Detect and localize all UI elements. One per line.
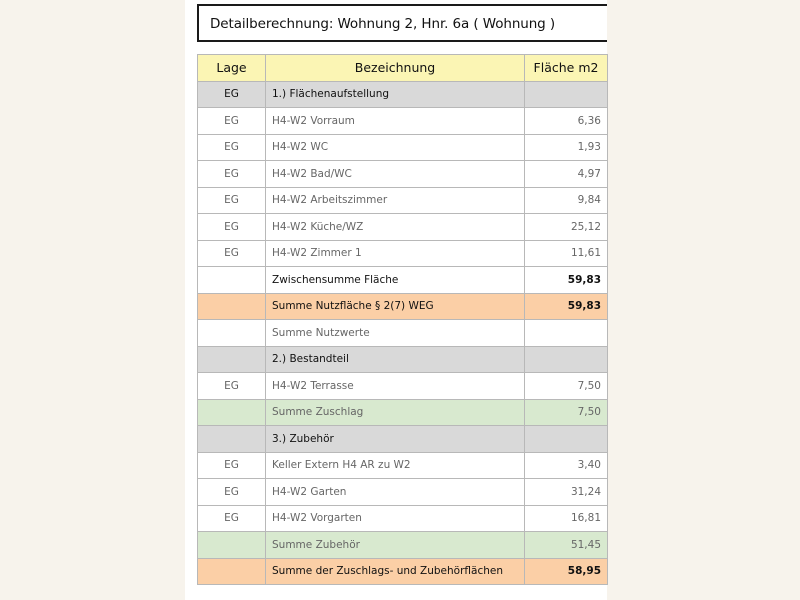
- table-row: [198, 108, 608, 135]
- cell-flaeche: [525, 81, 608, 108]
- cell-flaeche: 58,95: [525, 558, 608, 585]
- table-row: [198, 373, 608, 400]
- cell-lage: [198, 532, 266, 559]
- cell-bezeichnung: H4-W2 Küche/WZ: [266, 214, 525, 241]
- table-row: [198, 161, 608, 188]
- cell-flaeche: 59,83: [525, 293, 608, 320]
- cell-lage: [198, 267, 266, 294]
- cell-lage: EG: [198, 108, 266, 135]
- header-bezeichnung: Bezeichnung: [266, 55, 525, 82]
- table-row: [198, 452, 608, 479]
- cell-flaeche: 16,81: [525, 505, 608, 532]
- table-row-zwischensumme: [198, 267, 608, 294]
- cell-flaeche: 6,36: [525, 108, 608, 135]
- table-row-summe-nutzflaeche: [198, 293, 608, 320]
- table-header-row: [198, 55, 608, 82]
- cell-lage: EG: [198, 452, 266, 479]
- table-row: [198, 479, 608, 506]
- cell-bezeichnung: H4-W2 Zimmer 1: [266, 240, 525, 267]
- cell-bezeichnung: 1.) Flächenaufstellung: [266, 81, 525, 108]
- table-row-summe-zuschlags-zubehoer: [198, 558, 608, 585]
- cell-flaeche: [525, 346, 608, 373]
- cell-bezeichnung: Summe der Zuschlags- und Zubehörflächen: [266, 558, 525, 585]
- cell-bezeichnung: Summe Zubehör: [266, 532, 525, 559]
- cell-flaeche: 25,12: [525, 214, 608, 241]
- cell-flaeche: 11,61: [525, 240, 608, 267]
- cell-flaeche: 9,84: [525, 187, 608, 214]
- cell-bezeichnung: H4-W2 Bad/WC: [266, 161, 525, 188]
- cell-flaeche: 31,24: [525, 479, 608, 506]
- table-row: [198, 240, 608, 267]
- table-row-summe-nutzwerte: [198, 320, 608, 347]
- cell-lage: EG: [198, 479, 266, 506]
- cell-bezeichnung: H4-W2 Garten: [266, 479, 525, 506]
- cell-flaeche: 3,40: [525, 452, 608, 479]
- cell-bezeichnung: Zwischensumme Fläche: [266, 267, 525, 294]
- cell-bezeichnung: H4-W2 Vorraum: [266, 108, 525, 135]
- cell-flaeche: [525, 320, 608, 347]
- cell-lage: EG: [198, 161, 266, 188]
- cell-flaeche: 7,50: [525, 399, 608, 426]
- cell-flaeche: [525, 426, 608, 453]
- cell-lage: [198, 320, 266, 347]
- cell-bezeichnung: H4-W2 Arbeitszimmer: [266, 187, 525, 214]
- cell-lage: [198, 399, 266, 426]
- header-flaeche: Fläche m2: [525, 55, 608, 82]
- header-lage: Lage: [198, 55, 266, 82]
- table-row-section-flaechenaufstellung: [198, 81, 608, 108]
- cell-bezeichnung: Summe Zuschlag: [266, 399, 525, 426]
- cell-flaeche: 1,93: [525, 134, 608, 161]
- cell-bezeichnung: Summe Nutzwerte: [266, 320, 525, 347]
- cell-bezeichnung: Summe Nutzfläche § 2(7) WEG: [266, 293, 525, 320]
- cell-lage: EG: [198, 505, 266, 532]
- cell-flaeche: 4,97: [525, 161, 608, 188]
- area-table: [197, 54, 608, 585]
- cell-lage: [198, 346, 266, 373]
- table-row: [198, 134, 608, 161]
- cell-lage: EG: [198, 187, 266, 214]
- cell-lage: [198, 426, 266, 453]
- cell-flaeche: 51,45: [525, 532, 608, 559]
- cell-bezeichnung: Keller Extern H4 AR zu W2: [266, 452, 525, 479]
- cell-lage: EG: [198, 240, 266, 267]
- cell-lage: EG: [198, 81, 266, 108]
- cell-bezeichnung: H4-W2 Terrasse: [266, 373, 525, 400]
- table-row: [198, 214, 608, 241]
- cell-lage: EG: [198, 214, 266, 241]
- table-row-section-zubehoer: [198, 426, 608, 453]
- cell-flaeche: 59,83: [525, 267, 608, 294]
- table-row-summe-zubehoer: [198, 532, 608, 559]
- cell-bezeichnung: H4-W2 WC: [266, 134, 525, 161]
- table-row: [198, 505, 608, 532]
- cell-flaeche: 7,50: [525, 373, 608, 400]
- table-row-summe-zuschlag: [198, 399, 608, 426]
- cell-bezeichnung: 2.) Bestandteil: [266, 346, 525, 373]
- title-box: [197, 4, 607, 42]
- cell-lage: [198, 293, 266, 320]
- cell-lage: EG: [198, 134, 266, 161]
- cell-bezeichnung: 3.) Zubehör: [266, 426, 525, 453]
- table-row-section-bestandteil: [198, 346, 608, 373]
- cell-lage: [198, 558, 266, 585]
- document-title: Detailberechnung: Wohnung 2, Hnr. 6a ( Wohnung ): [210, 16, 556, 32]
- cell-lage: EG: [198, 373, 266, 400]
- table-row: [198, 187, 608, 214]
- cell-bezeichnung: H4-W2 Vorgarten: [266, 505, 525, 532]
